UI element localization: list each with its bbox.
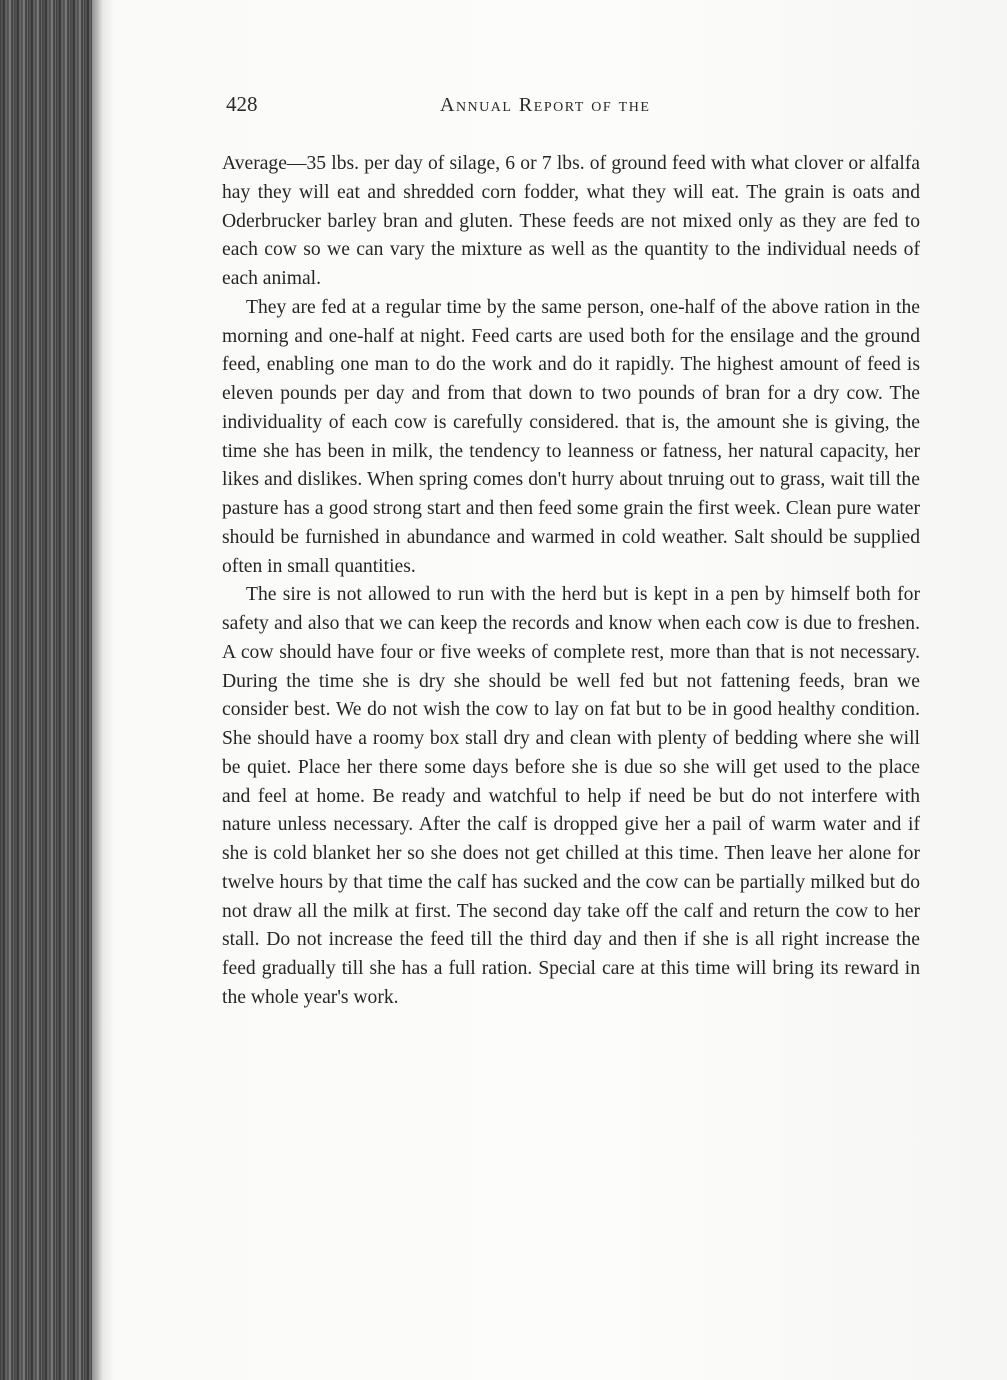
paragraph-sire-and-calving: The sire is not allowed to run with the herd but is kept in a pen by himself both for safety and also that we can keep the records and know when each cow is due to freshen. A cow should have four or five weeks of complete rest, more than that is not necessary. During the time she is dry she should be well fed but not fattening feeds, bran we consider best. We do not wish the cow to lay on fat but to be in good healthy condition. She should have a roomy box stall dry and clean with plenty of bedding where she will be quiet. Place her there some days before she is due so she will get used to the place and feel at home. Be ready and watchful to help if need be but do not interfere with nature unless necessary. After the calf is dropped give her a pail of warm water and if she is cold blanket her so she does not get chilled at this time. Then leave her alone for twelve hours by that time the calf has sucked and the cow can be partially milked but do not draw all the milk at first. The second day take off the calf and return the cow to her stall. Do not increase the feed till the third day and then if she is all right increase the feed gradually till she has a full ration. Special care at this time will bring its reward in the whole year's work.	[222, 584, 920, 1008]
page-number: 428	[226, 92, 258, 116]
paragraph-feeding-routine: They are fed at a regular time by the same person, one-half of the above ration in the morning and one-half at night. Feed carts are used both for the ensilage and the ground feed, enabling one man to do the work and do it rapidly. The highest amount of feed is eleven pounds per day and from that down to two pounds of bran for a dry cow. The individuality of each cow is carefully considered. that is, the amount she is giving, the time she has been in milk, the tendency to leanness or fatness, her natural capacity, her likes and dislikes. When spring comes don't hurry about tnruing out to grass, wait till the pasture has a good strong start and then feed some grain the first week. Clean pure water should be furnished in abundance and warmed in cold weather. Salt should be supplied often in small quantities.	[222, 296, 920, 577]
body-text	[222, 150, 920, 1013]
running-head: Annual Report of the	[440, 94, 651, 116]
paragraph-feeding-average: Average—35 lbs. per day of silage, 6 or 7 lbs. of ground feed with what clover or alfalfa hay they will eat and shredded corn fodder, what they will eat. The grain is oats and Oderbrucker barley bran and gluten. These feeds are not mixed only as they are fed to each cow so we can vary the mixture as well as the quantity to the individual needs of each animal.	[222, 153, 920, 289]
page-header	[226, 92, 926, 126]
book-binding-edge	[0, 0, 92, 1380]
